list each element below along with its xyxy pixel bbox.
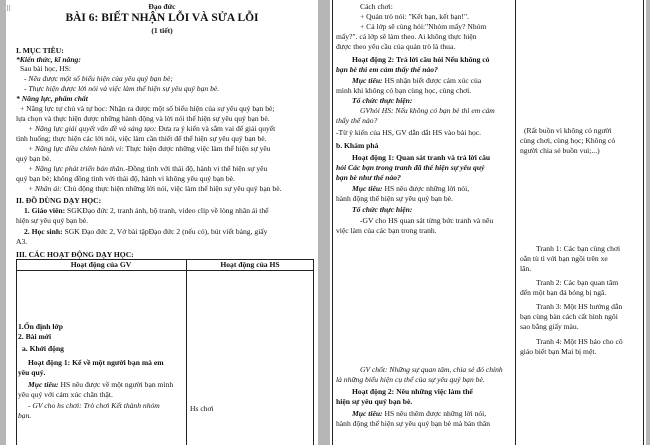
table-row: thấy thế nào? (336, 116, 378, 125)
table-row: Mục tiêu: HS nêu được những lời nói, (352, 184, 470, 193)
activity-heading: Hoạt động 1: Kể về một người bạn mà em (28, 358, 164, 367)
hs-answer: bạn cùng bàn cách cất hình ngôi (520, 312, 618, 321)
section-explore: b. Khám phá (336, 141, 379, 150)
materials-teacher-cont: hiện sự yêu quý bạn bè. (16, 216, 89, 225)
competence-text: tình huống; thực hiện các lời nói, việc làm cần thiết để thể hiện sự yêu quý bạn bè. (16, 134, 267, 143)
table-row: + Cả lớp sẽ cùng hỏi:"Nhóm mấy? Nhóm (360, 22, 487, 31)
table-row: Tổ chức thực hiện: (352, 96, 413, 105)
activity-heading: Hoạt động 2: Trả lời câu hỏi Nếu không có (352, 55, 490, 64)
hs-activity: Hs chơi (190, 404, 214, 413)
table-row: Tổ chức thực hiện: (352, 205, 413, 214)
objective-item: - Thực hiện được lời nói và việc làm thể hiện sự yêu quý bạn bè. (24, 84, 220, 93)
hs-answer: sao bằng giấy màu. (520, 322, 579, 331)
activity-heading: hỏi Các bạn trong tranh đã thể hiện sự yêu quý (336, 163, 485, 172)
activity-heading: Hoạt động 2: Nêu những việc làm thể (352, 387, 473, 396)
subject-heading: Đạo đức (148, 2, 176, 11)
table-row: -Từ ý kiến của HS, GV dẫn dắt HS vào bài học. (336, 128, 482, 137)
knowledge-subheading: *Kiến thức, kĩ năng: (16, 55, 81, 64)
activity-heading: yêu quý. (18, 368, 46, 377)
materials-student: 2. Học sinh: SGK Đạo đức 2, Vở bài tậpĐạo đức 2 (nếu có), bút viết bảng, giấy (24, 227, 268, 236)
table-row: 1.Ổn định lớp (18, 322, 63, 331)
competence-text: + Năng lực điều chỉnh hành vi: Thực hiện được những việc làm thể hiện sự yêu (28, 144, 271, 153)
objective-item: - Nêu được một số biểu hiện của yêu quý bạn bè; (24, 74, 173, 83)
table-border (515, 0, 516, 445)
hs-answer: oẳn tù tì với bạn ngồi trên xe (520, 254, 608, 263)
table-border (16, 270, 314, 271)
competence-text: + Năng lực phát triển bản thân.-Đồng tình với thái độ, hành vi thể hiện sự yêu (28, 164, 268, 173)
hs-answer: lăn. (520, 264, 532, 273)
activity-heading: hiện sự yêu quý bạn bè. (336, 397, 413, 406)
table-border (643, 0, 644, 445)
hs-answer: Tranh 2: Các bạn quan tâm (536, 278, 619, 287)
competence-text: lựa chọn và thực hiện được những hành động và lời nói thể hiện sự yêu quý bạn bè. (16, 114, 270, 123)
table-row: Mục tiêu: HS nêu thêm được những lời nói, (352, 409, 487, 418)
table-row: + Quản trò nói: "Kết bạn, kết bạn!". (360, 12, 469, 21)
hs-answer: đến một bạn đá bóng bị ngã. (520, 288, 607, 297)
table-row: a. Khởi động (22, 344, 64, 353)
table-row: hành động thể hiện sự yêu quý bạn bè mà bản thân (336, 419, 491, 428)
table-row: Cách chơi: (360, 2, 393, 11)
competence-subheading: * Năng lực, phẩm chất (16, 94, 88, 103)
table-row: GV chốt: Những sự quan tâm, chia sẻ đó chính (360, 365, 503, 374)
competence-text: + Nhân ái: Chủ động thực hiện những lời nói, việc làm thể hiện sự yêu quý bạn bè. (28, 184, 282, 193)
table-border (313, 259, 314, 445)
table-row: bạn. (18, 411, 32, 420)
table-row: yêu quý với cảm xúc chân thật. (18, 390, 113, 399)
hs-answer: cùng chơi, cùng học; Không có (520, 136, 616, 145)
table-row: hành động thể hiện sự yêu quý bạn bè. (336, 194, 453, 203)
activity-heading: bạn bè thì em cảm thấy thế nào? (336, 65, 438, 74)
table-row: việc làm của các bạn trong tranh. (336, 226, 437, 235)
objective-intro: Sau bài học, HS: (20, 64, 72, 73)
hs-answer: Tranh 4: Một HS báo cho cô (536, 337, 623, 346)
paragraph-mark-icon: ⠿ (6, 5, 12, 13)
hs-answer: Tranh 3: Một HS hướng dẫn (536, 302, 623, 311)
table-border (16, 259, 17, 445)
table-row: Mục tiêu: HS nêu được về một người bạn mình (28, 380, 174, 389)
competence-text: + Năng lực tự chủ và tự học: Nhận ra được một số biểu hiện của sự yêu quý bạn bè; (20, 104, 275, 113)
lesson-duration: (1 tiết) (151, 26, 173, 35)
table-border (332, 0, 333, 445)
competence-text: quý bạn bè. (16, 154, 52, 163)
lesson-title: BÀI 6: BIẾT NHẬN LỖI VÀ SỬA LỖI (65, 12, 259, 24)
table-row: mình khi không có bạn cùng học, cùng chơi. (336, 86, 472, 95)
table-row: được theo yêu cầu của quản trò là thua. (336, 42, 456, 51)
competence-text: quý bạn bè; không đồng tình với thái độ, hành vi không yêu quý bạn bè. (16, 174, 235, 183)
table-row: - GV cho hs chơi: Trò chơi Kết thành nhóm (28, 401, 160, 410)
hs-answer: Tranh 1: Các bạn cùng chơi (536, 244, 621, 253)
activity-heading: bạn bè như thế nào? (336, 173, 401, 182)
competence-text: + Năng lực giải quyết vấn đề và sáng tạo: Đưa ra ý kiến và sắm vai để giải quyết (28, 124, 276, 133)
table-row: mấy?". cả lớp sẽ làm theo. Ai không thực hiện (336, 32, 477, 41)
table-row: -GV cho HS quan sát từng bức tranh và nêu (360, 216, 494, 225)
materials-teacher: 1. Giáo viên: SGKĐạo đức 2, tranh ảnh, bộ tranh, video clip về lòng nhân ái thể (24, 206, 269, 215)
document-page-left (6, 0, 318, 445)
hs-answer: người chia sẻ buồn vui;...) (520, 146, 600, 155)
table-header-gv: Hoạt động của GV (70, 260, 132, 269)
table-row: 2. Bài mới (18, 332, 52, 341)
table-row: GVhỏi HS: Nếu không có bạn bè thì em cảm (360, 106, 495, 115)
materials-student-cont: A3. (16, 237, 28, 246)
table-border (186, 259, 187, 445)
section-objectives-title: I. MỤC TIÊU: (16, 46, 64, 55)
table-header-hs: Hoạt động của HS (220, 260, 280, 269)
section-activities-title: III. CÁC HOẠT ĐỘNG DẠY HỌC: (16, 250, 134, 259)
hs-answer: (Rất buồn vì không có người (524, 126, 612, 135)
activity-heading: Hoạt động 1: Quan sát tranh và trả lời câu (352, 153, 491, 162)
hs-answer: giáo biết bạn Mai bị mệt. (520, 347, 597, 356)
section-materials-title: II. ĐỒ DÙNG DẠY HỌC: (16, 196, 102, 205)
table-row: Mục tiêu: HS nhận biết được cảm xúc của (352, 76, 482, 85)
table-row: là những biểu hiện cụ thể của sự yêu quý bạn bè. (336, 375, 485, 384)
document-page-right (330, 0, 646, 445)
